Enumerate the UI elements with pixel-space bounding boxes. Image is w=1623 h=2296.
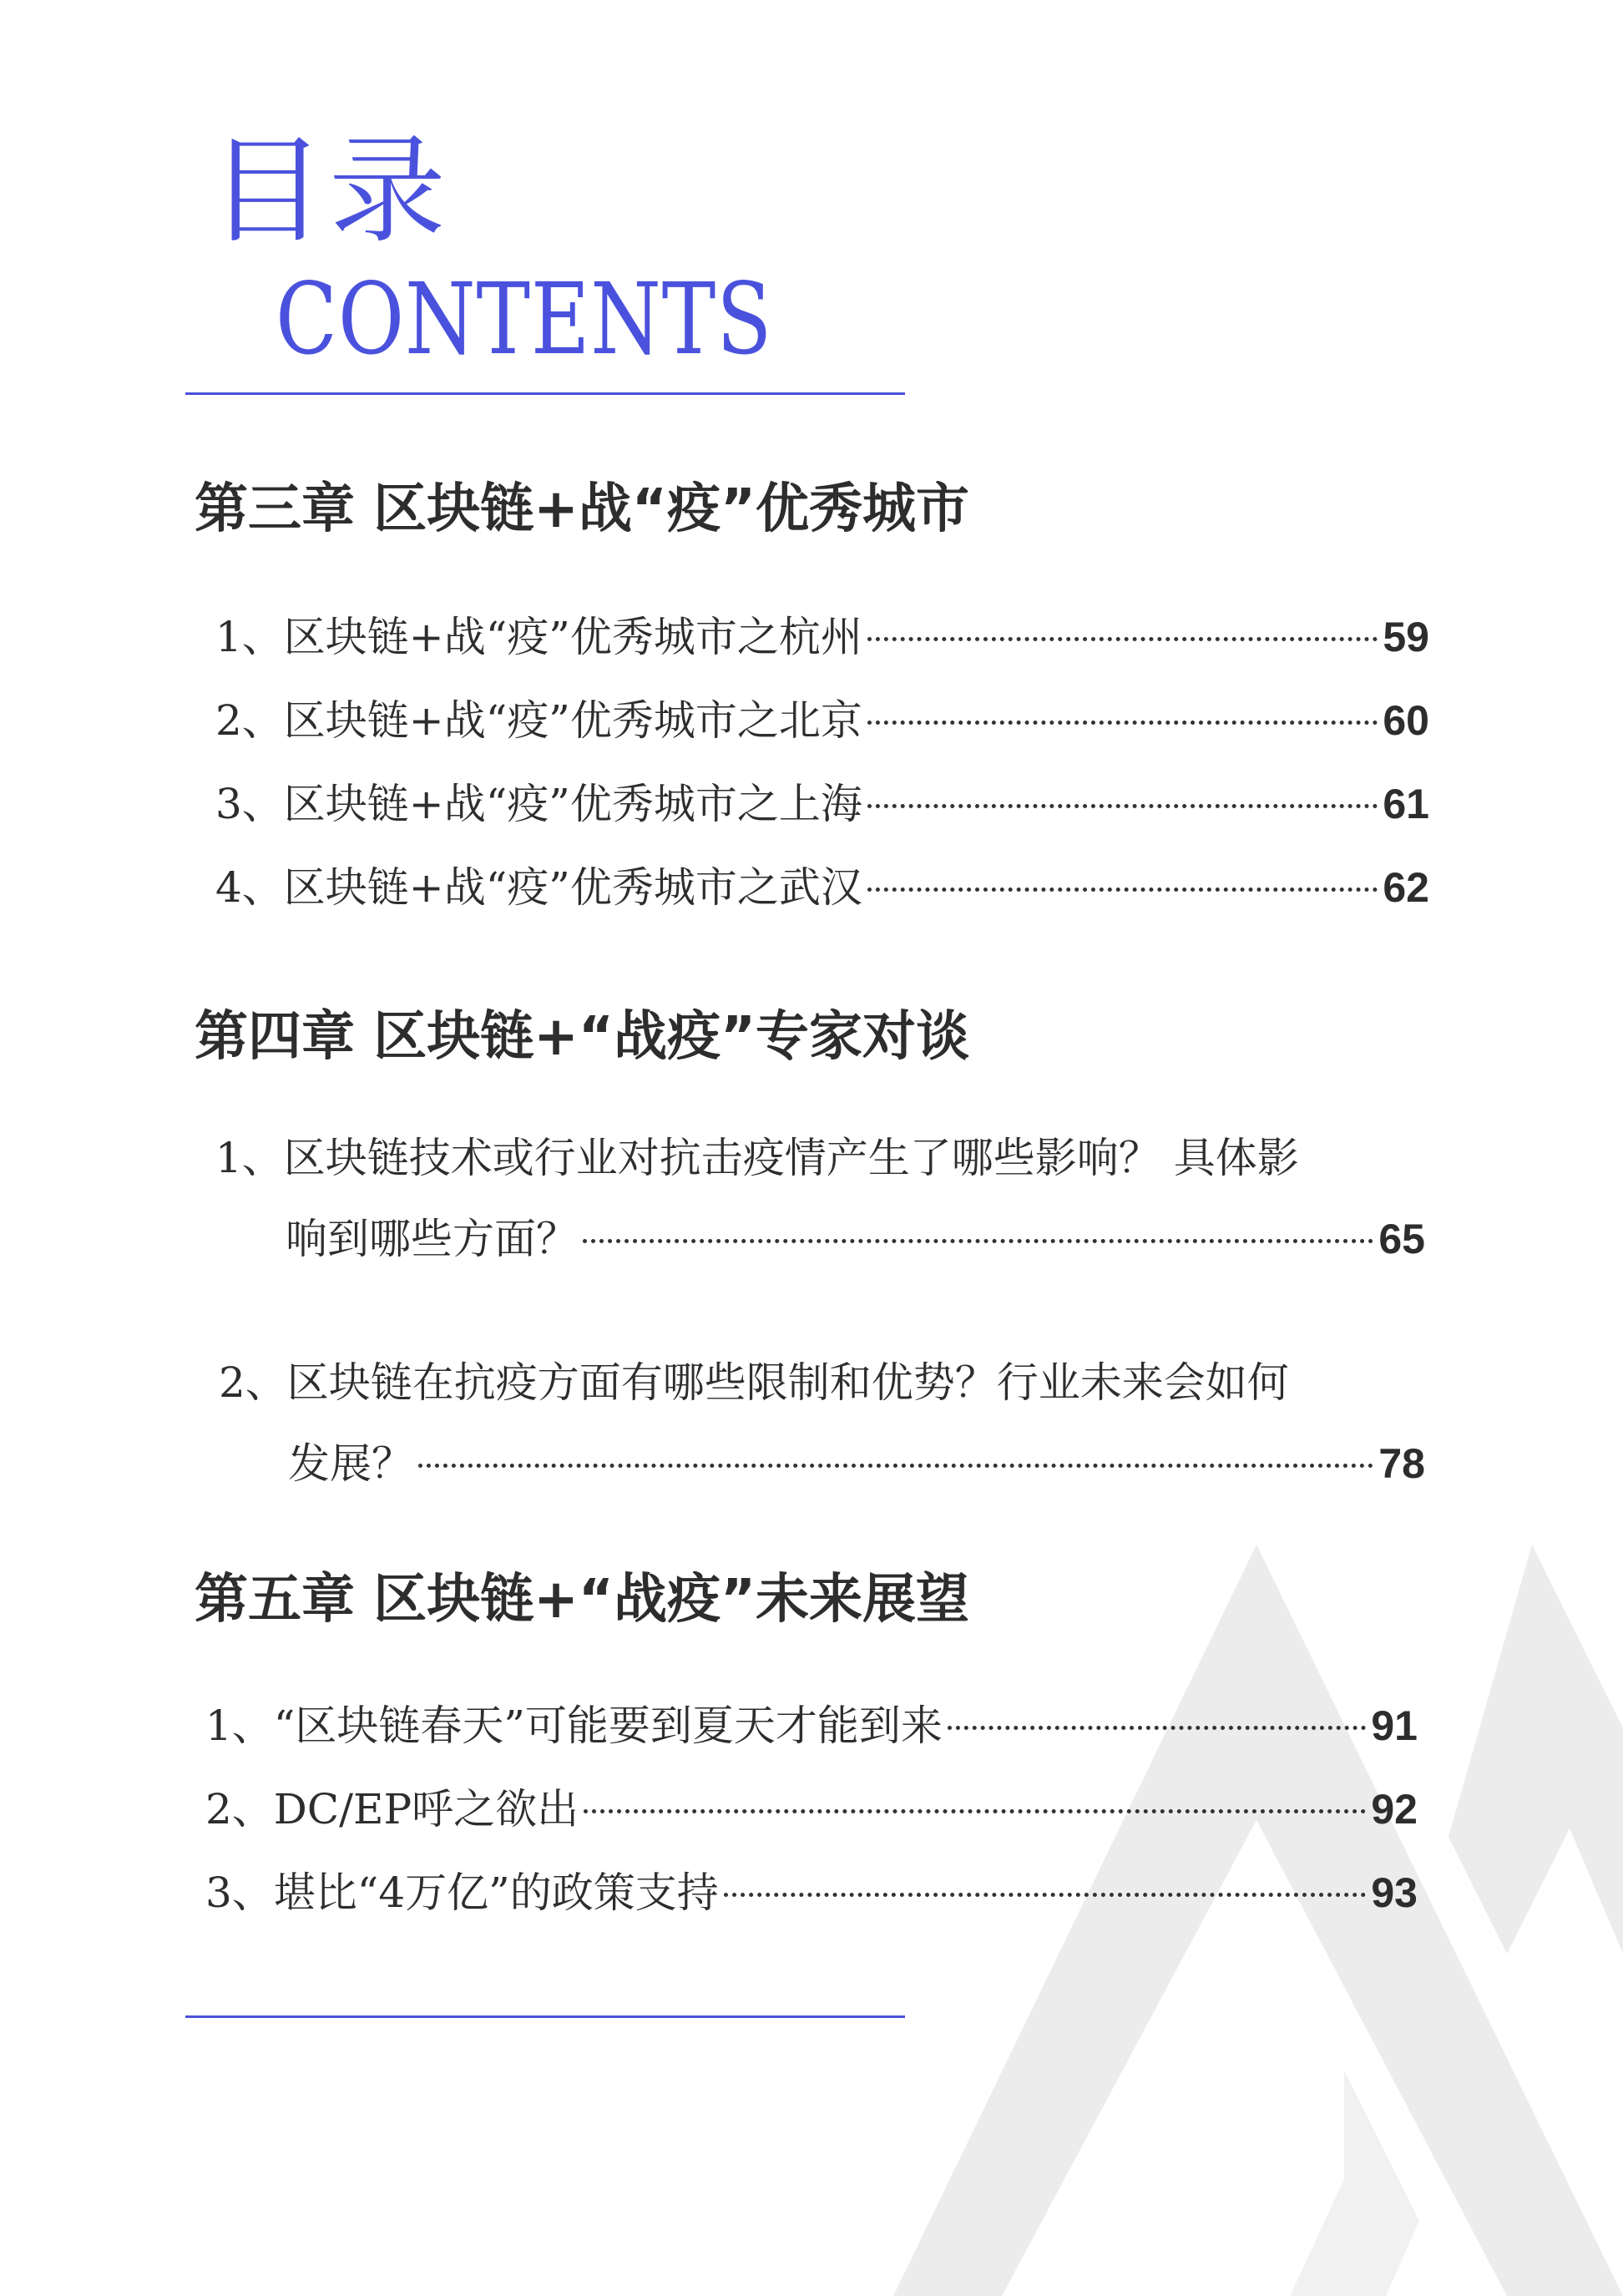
toc-title: 目录 (209, 124, 450, 260)
entry-label: 3、堪比“4万亿”的政策支持 (205, 1869, 719, 1917)
entry-label: 3、区块链+战“疫”优秀城市之上海 (215, 780, 862, 828)
entry-label-line2: 响到哪些方面？ (286, 1215, 578, 1263)
entry-page-number: 78 (1378, 1440, 1425, 1487)
toc-entry[interactable] (215, 858, 1429, 917)
toc-subtitle: CONTENTS (276, 261, 773, 377)
entry-page-number: 91 (1371, 1702, 1418, 1749)
entry-label: 2、DC/EP呼之欲出 (205, 1785, 579, 1833)
toc-entry[interactable] (286, 1210, 1425, 1268)
dot-leader (948, 1726, 1366, 1730)
dot-leader (867, 804, 1378, 808)
chapter-3-heading: 第三章 区块链+战“疫”优秀城市 (195, 478, 970, 540)
entry-label: 4、区块链+战“疫”优秀城市之武汉 (215, 863, 862, 912)
entry-page-number: 61 (1383, 781, 1429, 827)
entry-label: 2、区块链+战“疫”优秀城市之北京 (215, 696, 862, 745)
dot-leader (724, 1893, 1367, 1897)
dot-leader (418, 1464, 1373, 1468)
entry-label: 1、“区块链春天”可能要到夏天才能到来 (205, 1702, 943, 1750)
toc-entry[interactable] (288, 1434, 1425, 1493)
top-divider (185, 392, 905, 395)
dot-leader (867, 721, 1378, 725)
chapter-5-heading: 第五章 区块链+“战疫”未来展望 (195, 1569, 970, 1631)
entry-label-line1[interactable]: 2、区块链在抗疫方面有哪些限制和优势？行业未来会如何 (219, 1358, 1289, 1407)
toc-entry[interactable] (215, 691, 1429, 750)
entry-label-line1[interactable]: 1、区块链技术或行业对抗击疫情产生了哪些影响？ 具体影 (215, 1134, 1299, 1182)
toc-entry[interactable] (205, 1864, 1418, 1922)
toc-entry[interactable] (205, 1697, 1418, 1755)
dot-leader (583, 1239, 1373, 1243)
entry-page-number: 65 (1378, 1216, 1425, 1262)
dot-leader (867, 888, 1378, 892)
entry-page-number: 93 (1371, 1869, 1418, 1916)
bottom-divider (185, 2015, 905, 2018)
entry-label: 1、区块链+战“疫”优秀城市之杭州 (215, 613, 862, 661)
entry-page-number: 59 (1383, 614, 1429, 660)
toc-entry[interactable] (215, 775, 1429, 833)
entry-page-number: 92 (1371, 1786, 1418, 1833)
dot-leader (867, 637, 1378, 641)
chapter-4-heading: 第四章 区块链+“战疫”专家对谈 (195, 1006, 970, 1068)
entry-page-number: 62 (1383, 864, 1429, 911)
entry-page-number: 60 (1383, 697, 1429, 744)
toc-entry[interactable] (205, 1780, 1418, 1838)
toc-entry[interactable] (215, 608, 1429, 666)
entry-label-line2: 发展？ (288, 1439, 413, 1488)
dot-leader (584, 1809, 1366, 1813)
